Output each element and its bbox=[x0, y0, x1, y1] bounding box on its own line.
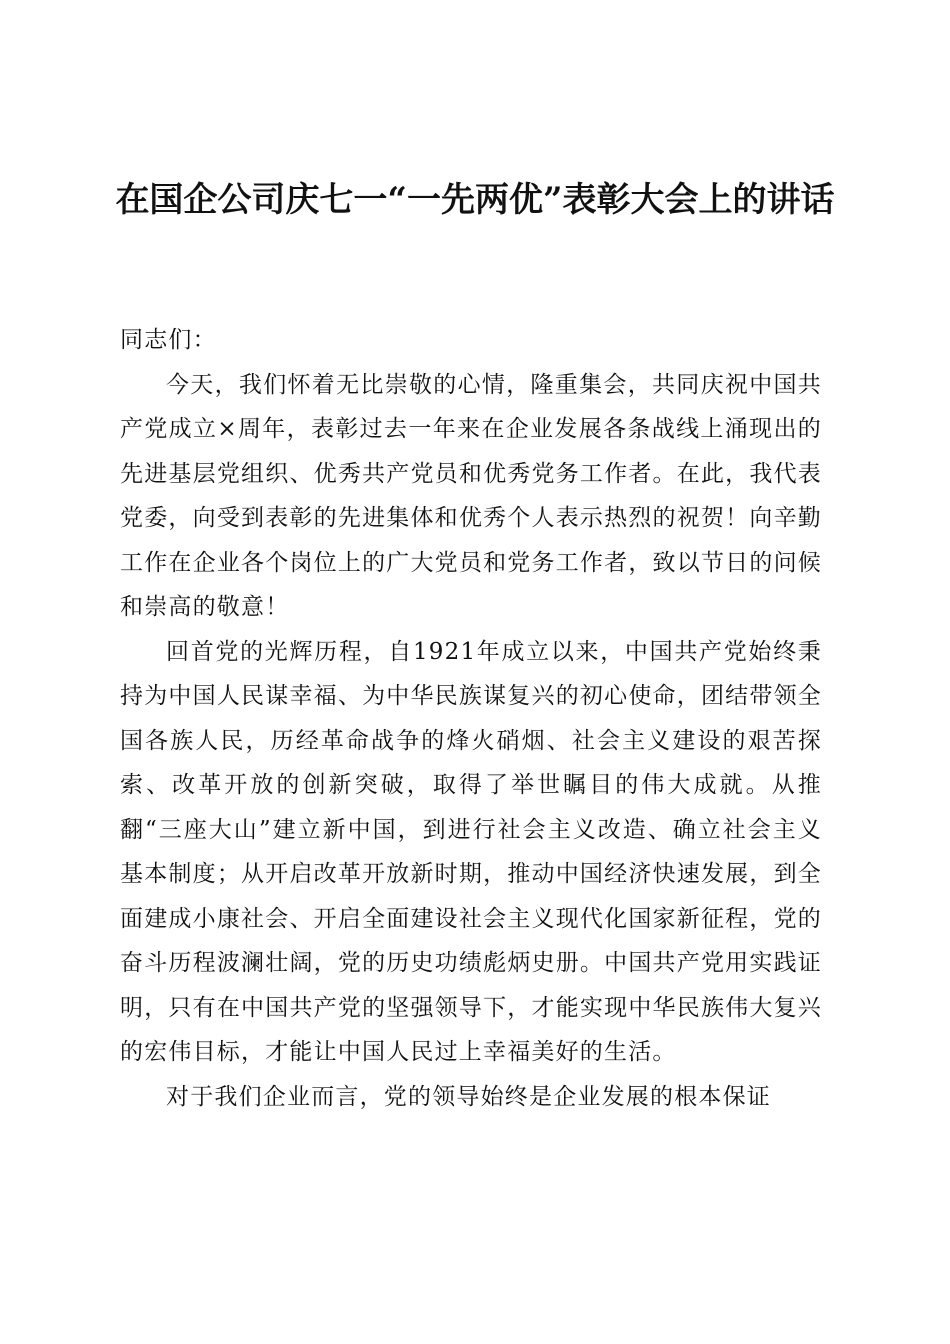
paragraph-2: 回首党的光辉历程，自1921年成立以来，中国共产党始终秉持为中国人民谋幸福、为中华民族谋复兴的初心使命，团结带领全国各族人民，历经革命战争的烽火硝烟、社会主义建设的艰苦探索、改革开放的创新突破，取得了举世瞩目的伟大成就。从推翻“三座大山”建立新中国，到进行社会主义改造、确立社会主义基本制度；从开启改革开放新时期，推动中国经济快速发展，到全面建成小康社会、开启全面建设社会主义现代化国家新征程，党的奋斗历程波澜壮阔，党的历史功绩彪炳史册。中国共产党用实践证明，只有在中国共产党的坚强领导下，才能实现中华民族伟大复兴的宏伟目标，才能让中国人民过上幸福美好的生活。 bbox=[120, 638, 822, 1065]
paragraph-3: 对于我们企业而言，党的领导始终是企业发展的根本保证 bbox=[166, 1083, 771, 1110]
salutation: 同志们： bbox=[120, 327, 217, 353]
paragraph-1: 今天，我们怀着无比崇敬的心情，隆重集会，共同庆祝中国共产党成立×周年，表彰过去一年来在企业发展各条战线上涌现出的先进基层党组织、优秀共产党员和优秀党务工作者。在此，我代表党委，向受到表彰的先进集体和优秀个人表示热烈的祝贺！向辛勤工作在企业各个岗位上的广大党员和党务工作者，致以节日的问候和崇高的敬意！ bbox=[120, 371, 822, 620]
document-body bbox=[120, 318, 822, 1119]
document-title: 在国企公司庆七一“一先两优”表彰大会上的讲话 bbox=[115, 180, 835, 220]
